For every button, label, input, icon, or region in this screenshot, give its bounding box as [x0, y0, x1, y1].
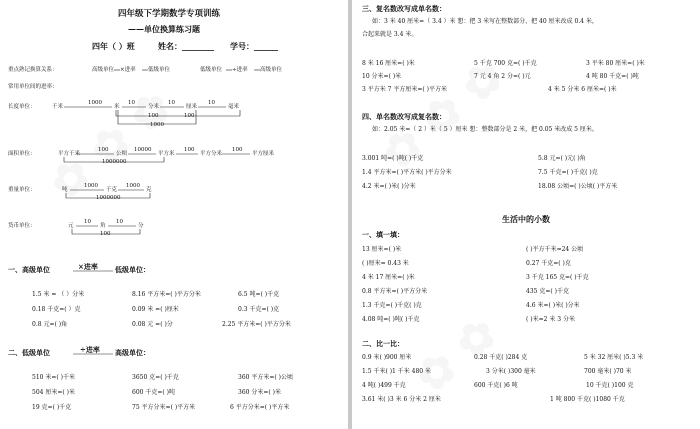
- key-times-rate: ×进率: [120, 67, 136, 73]
- weight-rate: 1000000: [96, 195, 121, 201]
- life-decimals-title: 生活中的小数: [502, 214, 550, 224]
- section3-item[interactable]: 3 平方米 7 平方厘米=( )平方米: [362, 86, 447, 93]
- length-unit: 分米: [148, 104, 160, 110]
- common-rates-label: 常用单位间的进率：: [8, 84, 58, 90]
- money-label: 货币单位：: [8, 223, 36, 229]
- area-unit: 平方分米: [200, 151, 223, 157]
- weight-unit: 克: [146, 187, 152, 193]
- section3-example: 如：3 米 40 厘米=（ 3.4 ）米 想：把 3 米写在整数部分，把 40 厘米改成 0.4 米，: [372, 18, 598, 25]
- length-unit: 毫米: [228, 104, 240, 110]
- section1-item[interactable]: 0.18 千克=( ）克: [32, 306, 81, 313]
- area-rate: 100: [98, 147, 109, 153]
- section1-item[interactable]: 0.08 元 =( )分: [132, 321, 173, 328]
- section2-item[interactable]: 504 厘米=( )米: [32, 389, 75, 396]
- section2-tail: 高级单位：: [115, 348, 150, 357]
- money-unit: 元: [68, 223, 74, 229]
- section2-item[interactable]: 360 平方米=( )公顷: [238, 374, 293, 381]
- key-high-unit: 高级单位: [92, 67, 115, 73]
- fill-item[interactable]: 435 克=( )千克: [526, 288, 569, 295]
- weight-rate: 1000: [126, 183, 140, 189]
- section3-item[interactable]: 10 分米=( )米: [362, 73, 402, 80]
- key-high-unit-2: 高级单位: [260, 67, 283, 73]
- area-rate: 1000000: [102, 159, 127, 165]
- fill-item[interactable]: 1.3 千克=( )千克( )克: [362, 302, 422, 309]
- section3-item[interactable]: 4 吨 80 千克=( )吨: [586, 73, 639, 80]
- key-points-label: 重点熟记换算关系：: [8, 67, 58, 73]
- worksheet-title: 四年级下学期数学专项训练: [118, 9, 221, 19]
- section4-heading: 四、单名数改写成复名数：: [362, 112, 446, 121]
- compare-item[interactable]: 3 分米( )300 毫米: [486, 368, 536, 375]
- money-rate: 10: [116, 219, 123, 225]
- compare-item[interactable]: 5 米 32 厘米( )5.3 米: [584, 354, 644, 361]
- compare-item[interactable]: 1.5 千米( )1 千米 480 米: [362, 368, 432, 375]
- compare-item[interactable]: 0.28 千克( )284 克: [474, 354, 528, 361]
- section1-tail: 低级单位：: [115, 265, 150, 274]
- section4-item[interactable]: 4.2 米=( )米( )分米: [362, 183, 416, 190]
- right-page: [352, 0, 700, 429]
- section2-heading: 二、低级单位: [8, 348, 50, 357]
- section4-example: 如：2.05 米=（ 2 ）米（ 5 ）厘米 想：整数部分是 2 米，把 0.05 米改成 5 厘米。: [372, 126, 598, 133]
- section1-item[interactable]: 2.25 平方米=( )平方分米: [222, 321, 291, 328]
- section2-item[interactable]: 600 千克=( )吨: [132, 389, 175, 396]
- compare-item[interactable]: 4 吨( )499 千克: [362, 382, 406, 389]
- length-label: 长度单位：: [8, 104, 36, 110]
- compare-item[interactable]: 1 吨 800 千克( )1080 千克: [550, 396, 625, 403]
- money-rate: 100: [100, 231, 111, 237]
- fill-item[interactable]: 4 米 17 厘米=( )米: [362, 274, 415, 281]
- left-page: [0, 0, 348, 429]
- section1-heading: 一、高级单位: [8, 265, 50, 274]
- section1-item[interactable]: 8.16 平方米=( )平方分米: [132, 291, 201, 298]
- area-unit: 平方千米: [58, 151, 81, 157]
- section2-item[interactable]: 3650 克=( )千克: [132, 374, 179, 381]
- weight-rate: 1000: [84, 183, 98, 189]
- section2-item[interactable]: 510 米=( )千米: [32, 374, 75, 381]
- section3-item[interactable]: 5 千克 700 克=( )千克: [474, 60, 537, 67]
- section1-item[interactable]: 0.09 米 =( )厘米: [132, 306, 179, 313]
- length-rate: 10: [208, 100, 215, 106]
- length-unit: 千米: [52, 104, 64, 110]
- fill-item[interactable]: ( )平方千米=24 公顷: [526, 246, 584, 253]
- length-rate: 1000: [150, 122, 164, 128]
- section2-item[interactable]: 19 克=( )千克: [32, 404, 72, 411]
- section1-item[interactable]: 0.8 元=( )角: [32, 321, 68, 328]
- section4-item[interactable]: 18.08 公顷=( )公顷( )平方米: [538, 183, 618, 190]
- length-unit: 米: [114, 104, 120, 110]
- fill-item[interactable]: 3 千克 165 克=( )千克: [526, 274, 589, 281]
- fill-item[interactable]: ( )米=2 米 3 分米: [526, 316, 575, 323]
- length-unit: 厘米: [186, 104, 198, 110]
- section4-item[interactable]: 3.001 吨=( )吨( )千克: [362, 155, 424, 162]
- fill-item[interactable]: 13 厘米=( )米: [362, 246, 402, 253]
- student-number-field[interactable]: 学号：______: [230, 41, 278, 51]
- length-rate: 100: [148, 113, 159, 119]
- compare-item[interactable]: 0.9 米( )900 厘米: [362, 354, 412, 361]
- area-unit: 公顷: [116, 151, 128, 157]
- section3-example-continued: 合起来就是 3.4 米。: [362, 31, 418, 38]
- money-unit: 分: [138, 223, 144, 229]
- length-rate: 1000: [88, 100, 102, 106]
- section1-operation: ×进率: [78, 262, 98, 271]
- section4-item[interactable]: 7.5 千克=( )千克( )克: [538, 169, 598, 176]
- compare-item[interactable]: 3.61 米( )3 米 6 分米 2 厘米: [362, 396, 441, 403]
- section4-item[interactable]: 1.4 平方米=( )平方米( )平方分米: [362, 169, 452, 176]
- name-field[interactable]: 姓名：________: [158, 41, 214, 51]
- section2-item[interactable]: 360 分米=( )米: [238, 389, 281, 396]
- fill-item[interactable]: 4.08 吨=( )吨( )千克: [362, 316, 420, 323]
- key-divide-rate: ÷进率: [232, 67, 248, 73]
- fill-heading: 一、填一填：: [362, 230, 404, 239]
- area-unit: 平方厘米: [252, 151, 275, 157]
- length-rate: 10: [168, 100, 175, 106]
- section3-item[interactable]: 4 米 5 分米 6 厘米=( )米: [548, 86, 617, 93]
- weight-unit: 千克: [106, 187, 118, 193]
- length-rate: 10: [128, 100, 135, 106]
- class-field[interactable]: 四年（ ）班: [92, 41, 135, 51]
- area-label: 面积单位：: [8, 151, 36, 157]
- section3-item[interactable]: 8 米 16 厘米=( )米: [362, 60, 415, 67]
- section2-item[interactable]: 75 平方分米=( )平方米: [132, 404, 196, 411]
- compare-heading: 二、比一比：: [362, 339, 404, 348]
- area-rate: 100: [184, 147, 195, 153]
- compare-item[interactable]: 700 毫米( )70 米: [584, 368, 632, 375]
- money-rate: 10: [84, 219, 91, 225]
- money-unit: 角: [100, 223, 106, 229]
- weight-unit: 吨: [62, 187, 68, 193]
- worksheet-subtitle: ——单位换算练习题: [128, 24, 200, 34]
- section1-item[interactable]: 1.5 米 = （ ）分米: [32, 291, 85, 298]
- compare-item[interactable]: 600 千克( )6 吨: [474, 382, 518, 389]
- fill-item[interactable]: 4.6 米=( )米( )分米: [526, 302, 580, 309]
- fill-item[interactable]: ( )厘米= 0.43 米: [362, 260, 409, 267]
- key-low-unit: 低级单位: [148, 67, 171, 73]
- section3-heading: 三、复名数改写成单名数：: [362, 4, 446, 13]
- section4-item[interactable]: 5.8 元=( )元( )角: [538, 155, 586, 162]
- section2-item[interactable]: 6 平方分米=( )平方米: [230, 404, 290, 411]
- section3-item[interactable]: 7 元 4 角 2 分=( )元: [474, 73, 531, 80]
- section3-item[interactable]: 3 平米 80 厘米=( )米: [586, 60, 645, 67]
- section1-item[interactable]: 0.3 千克=( )克: [238, 306, 280, 313]
- section1-item[interactable]: 6.5 吨=( )千克: [238, 291, 280, 298]
- area-rate: 100: [232, 147, 243, 153]
- section2-operation: ÷进率: [80, 345, 100, 354]
- weight-label: 重量单位：: [8, 187, 36, 193]
- compare-item[interactable]: 10 千克( )100 克: [586, 382, 634, 389]
- area-unit: 平方米: [158, 151, 175, 157]
- fill-item[interactable]: 0.27 千克=( )克: [526, 260, 571, 267]
- length-rate: 100: [184, 113, 195, 119]
- area-rate: 10000: [134, 147, 152, 153]
- key-low-unit-2: 低级单位: [200, 67, 223, 73]
- fill-item[interactable]: 0.8 平方米=( )平方分米: [362, 288, 428, 295]
- conversion-arrows: [0, 0, 348, 429]
